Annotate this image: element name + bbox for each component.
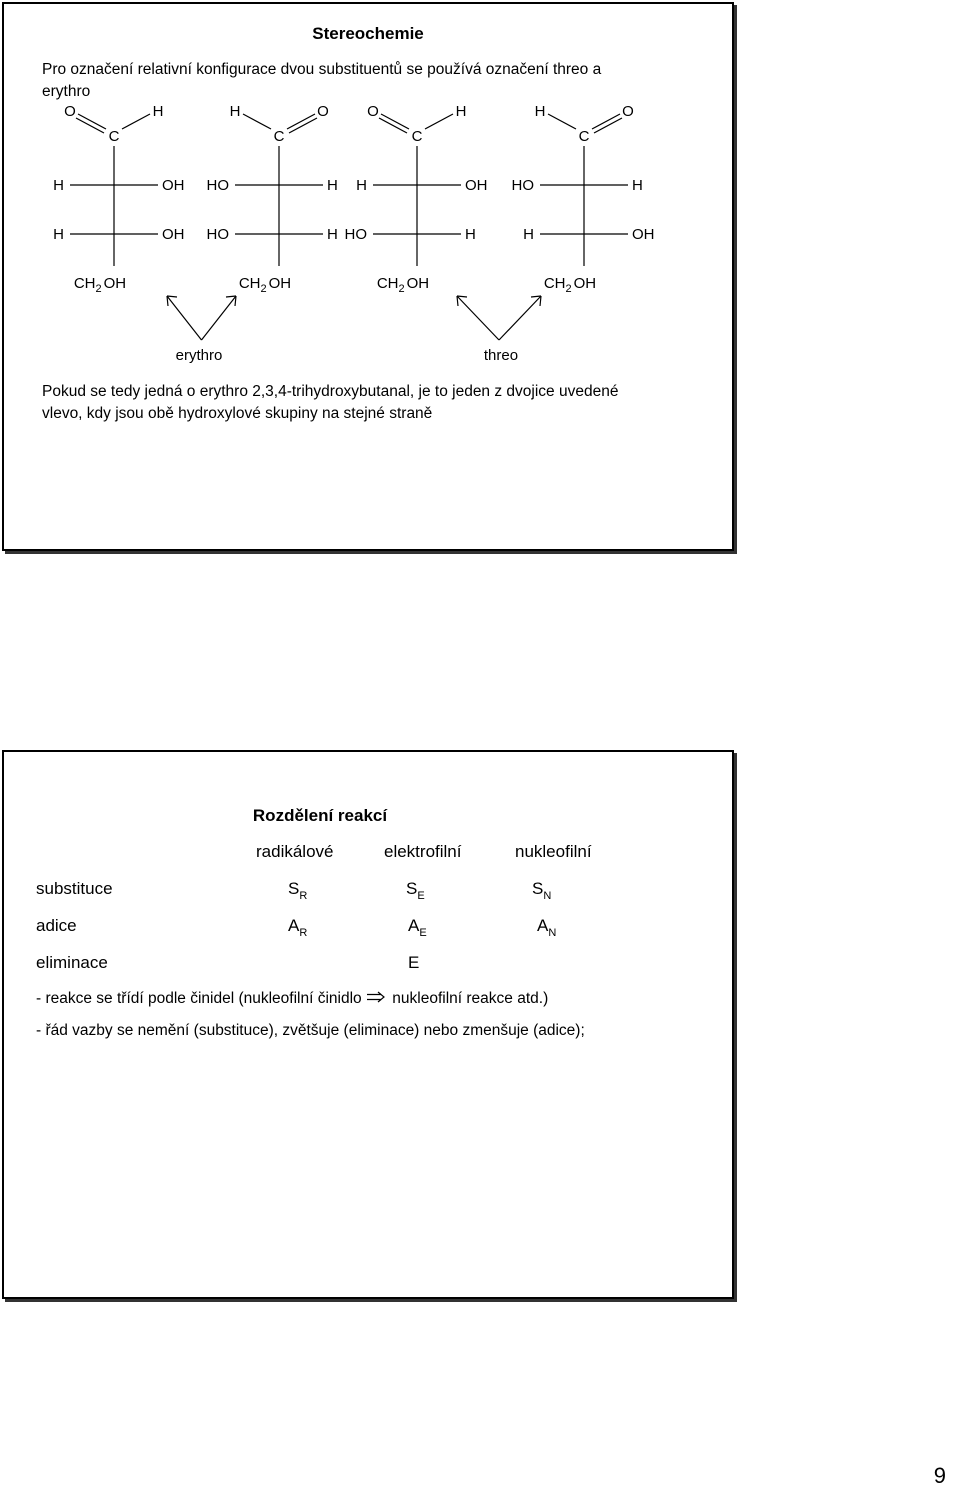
atom-top-right: H <box>455 103 467 120</box>
slide-rozdeleni-reakci <box>2 750 734 1299</box>
ch2oh-group: $CH_2$ OH <box>376 275 430 295</box>
row1-right: H <box>632 177 643 194</box>
atom-top-right: H <box>152 103 164 120</box>
page-number: 9 <box>933 1463 946 1488</box>
fischer-projections <box>4 96 732 366</box>
slide-stereochemie <box>2 2 734 551</box>
row2-right: H <box>465 226 476 243</box>
row1-left: H <box>53 177 64 194</box>
single-bond <box>243 114 271 129</box>
cell-ae: $A_E$ <box>408 916 427 939</box>
atom-top-left: O <box>367 103 379 120</box>
cell-an: $A_N$ <box>537 916 557 939</box>
ch2oh-group: $CH_2$ OH <box>73 275 127 295</box>
atom-carbonyl-carbon: C <box>273 128 285 145</box>
row1-left: HO <box>511 177 534 194</box>
ch2oh-group: $CH_2$ OH <box>543 275 597 295</box>
row2-left: HO <box>206 226 229 243</box>
atom-carbonyl-carbon: C <box>108 128 120 145</box>
intro-line-2: erythro <box>42 83 91 100</box>
row1-right: OH <box>465 177 488 194</box>
body-line-1: Pokud se tedy jedná o erythro 2,3,4-trihydroxybutanal, je to jeden z dvojice uvedené <box>42 383 619 400</box>
single-bond <box>122 114 150 129</box>
slide2-title: Rozdělení reakcí <box>252 806 388 825</box>
row2-left: H <box>53 226 64 243</box>
atom-top-left: O <box>64 103 76 120</box>
note-line-2: - řád vazby se nemění (substituce), zvětšuje (eliminace) nebo zmenšuje (adice); <box>36 1022 585 1039</box>
atom-top-left: H <box>534 103 546 120</box>
label-erythro: erythro <box>175 347 223 364</box>
row2-right: H <box>327 226 338 243</box>
slide1-title: Stereochemie <box>312 24 424 43</box>
cell-sn: $S_N$ <box>532 879 552 902</box>
implies-arrow-icon <box>366 988 388 1010</box>
row2-left: H <box>523 226 534 243</box>
row1-right: OH <box>162 177 185 194</box>
atom-top-right: O <box>317 103 329 120</box>
ch2oh-group: $CH_2$ OH <box>238 275 292 295</box>
row1-right: H <box>327 177 338 194</box>
threo-arrow-left <box>457 296 499 340</box>
row2-right: OH <box>632 226 655 243</box>
atom-carbonyl-carbon: C <box>411 128 423 145</box>
row1-left: HO <box>206 177 229 194</box>
row2-right: OH <box>162 226 185 243</box>
note-line-1: - reakce se třídí podle činidel (nukleofilní činidlo nukleofilní reakce atd.) <box>36 988 548 1010</box>
header-nukleofilni: nukleofilní <box>515 842 592 861</box>
single-bond <box>548 114 576 129</box>
cell-sr: $S_R$ <box>288 879 308 902</box>
threo-arrow-right <box>499 296 541 340</box>
header-elektrofilni: elektrofilní <box>384 842 462 861</box>
atom-carbonyl-carbon: C <box>578 128 590 145</box>
row-label-substituce: substituce <box>36 879 113 898</box>
row1-left: H <box>356 177 367 194</box>
atom-top-left: H <box>229 103 241 120</box>
body-line-2: vlevo, kdy jsou obě hydroxylové skupiny na stejné straně <box>42 405 433 422</box>
label-threo: threo <box>483 347 519 364</box>
row-label-adice: adice <box>36 916 77 935</box>
header-radikalove: radikálové <box>256 842 334 861</box>
cell-e: E <box>408 953 420 972</box>
cell-se: $S_E$ <box>406 879 425 902</box>
single-bond <box>425 114 453 129</box>
intro-line-1: Pro označení relativní konfigurace dvou substituentů se používá označení threo a <box>42 61 602 78</box>
row-label-eliminace: eliminace <box>36 953 108 972</box>
erythro-arrow-left <box>167 296 202 340</box>
erythro-arrow-right <box>202 296 237 340</box>
row2-left: HO <box>344 226 367 243</box>
cell-ar: $A_R$ <box>288 916 308 939</box>
atom-top-right: O <box>622 103 634 120</box>
